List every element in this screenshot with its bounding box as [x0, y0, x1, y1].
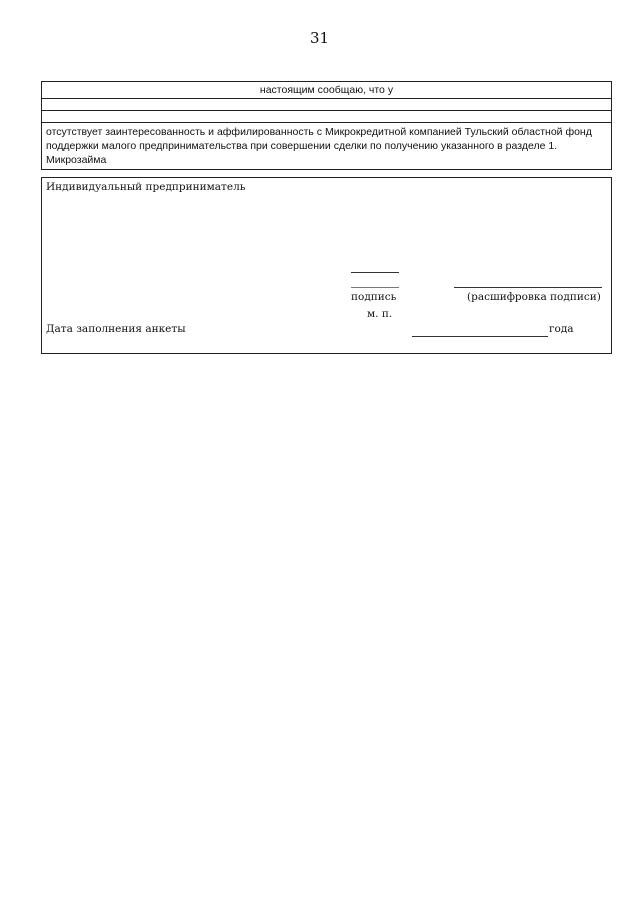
declaration-blank-row — [42, 111, 611, 123]
signature-line — [351, 272, 399, 273]
signature-label: подпись — [351, 291, 397, 303]
signature-line-lower — [351, 287, 399, 288]
declaration-blank-row — [42, 99, 611, 111]
signature-box — [41, 177, 612, 354]
seal-label: м. п. — [367, 308, 393, 320]
date-label: Дата заполнения анкеты — [46, 323, 186, 335]
decode-label: (расшифровка подписи) — [467, 291, 601, 303]
declaration-header: настоящим сообщаю, что у — [42, 82, 611, 99]
declaration-body: отсутствует заинтересованность и аффилированность с Микрокредитной компанией Тульский областной фонд поддержки малого предпринимательства при совершении сделки по получению указанного в разделе 1. Микрозайма — [46, 126, 592, 166]
entrepreneur-title: Индивидуальный предприниматель — [46, 181, 246, 193]
page-number: 31 — [309, 29, 330, 47]
year-label: года — [549, 323, 574, 335]
date-line — [412, 336, 548, 337]
declaration-table — [41, 81, 612, 170]
decode-line — [454, 287, 602, 288]
